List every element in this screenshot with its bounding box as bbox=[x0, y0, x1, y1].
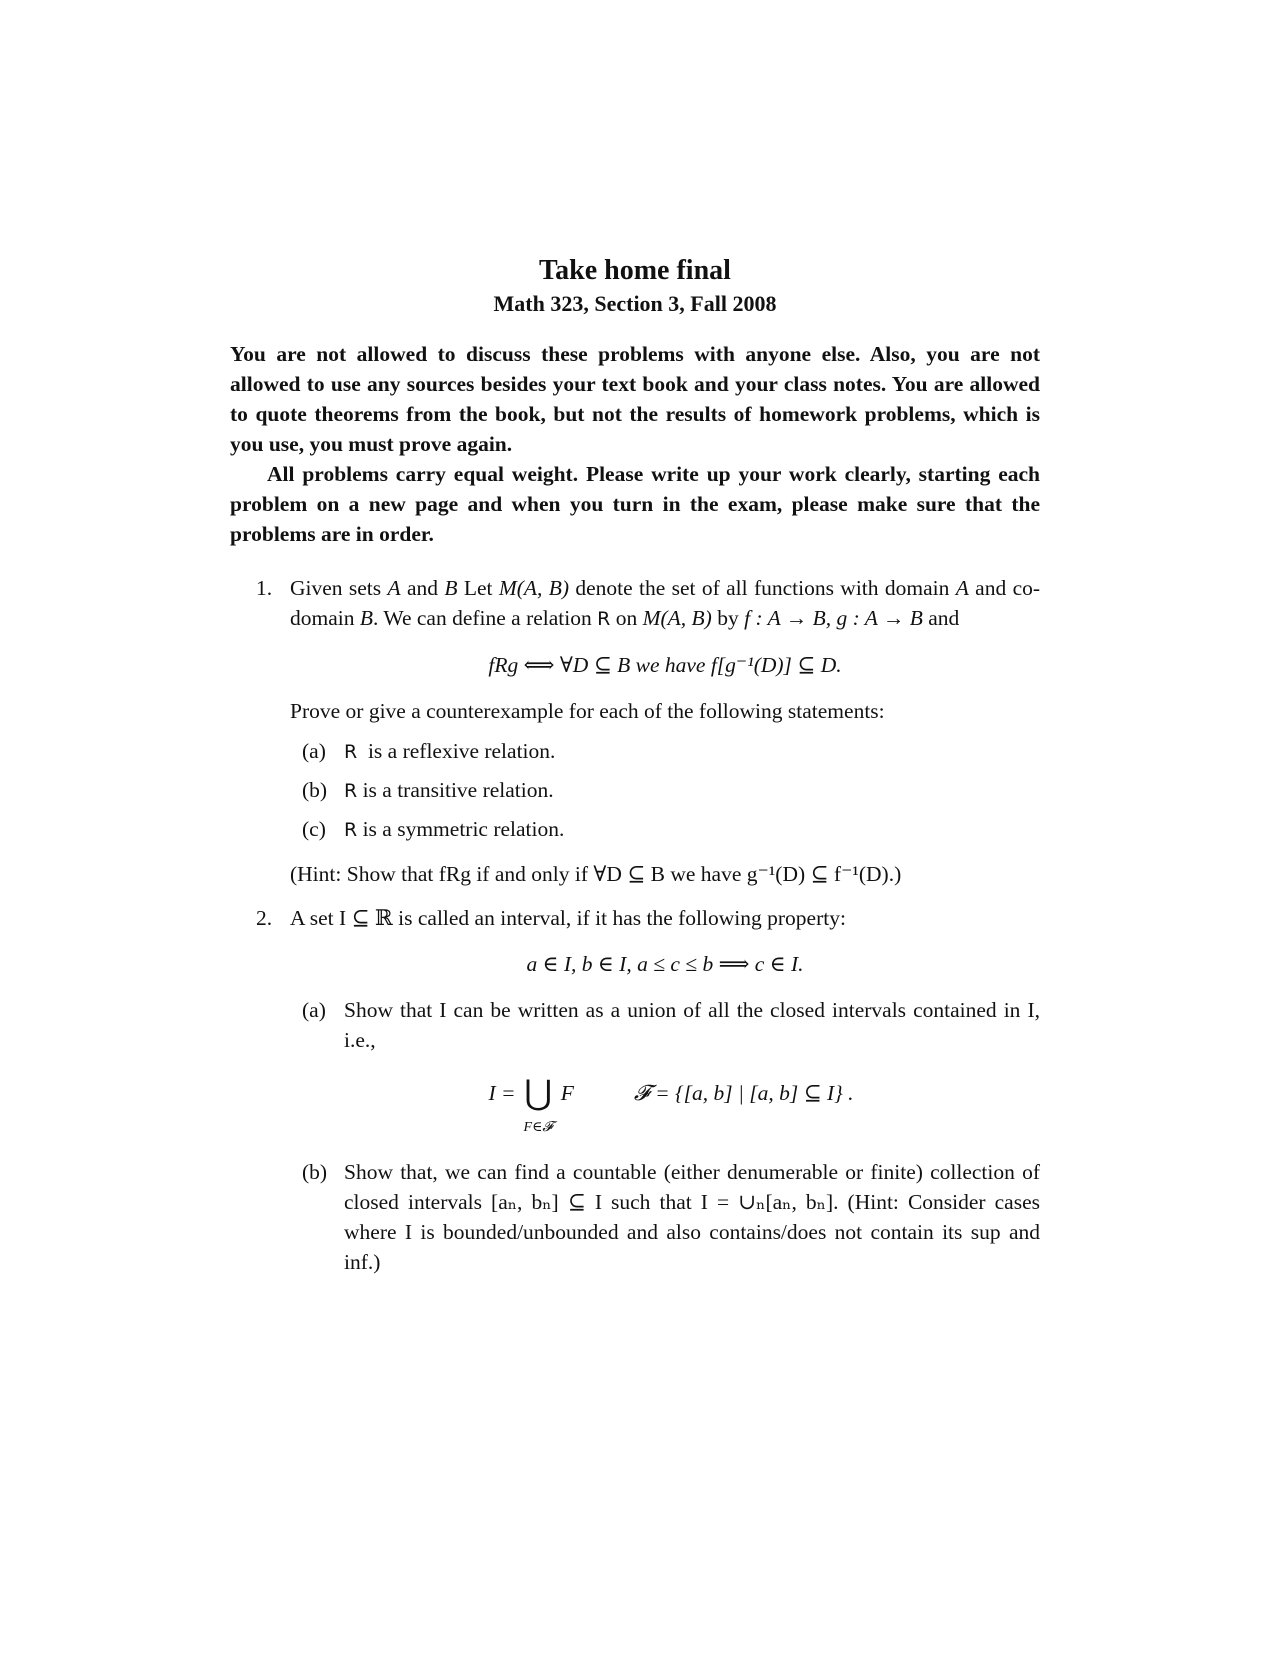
union-formula: I = ⋃ F∈𝓕 F 𝓕 = {[a, b] | [a, b] ⊆ I} . bbox=[488, 1072, 854, 1135]
problem-1-intro: Given sets A and B Let M(A, B) denote the set of all functions with domain A and co-domain B. We can define a relation R on M(A, B) by f : A → B, g : A → B and bbox=[290, 575, 1041, 630]
instructions-paragraph-2: All problems carry equal weight. Please write up your work clearly, starting each problem on a new page and when you turn in the exam, please make sure that the problems are in order. bbox=[230, 461, 1040, 546]
problem-number: 1. bbox=[256, 575, 273, 600]
part-a: (a) R is a reflexive relation. bbox=[302, 738, 556, 763]
part-b: (b) Show that, we can find a countable (either denumerable or finite) collection of closed intervals [aₙ, bₙ] ⊆ I such that I = ∪ₙ[aₙ, bₙ]. (Hint: Consider cases where I is bounded/unbounded and also contains/does not contain its sup and inf.) bbox=[302, 1159, 1040, 1274]
family-definition: 𝓕 = {[a, b] | [a, b] ⊆ I} . bbox=[633, 1080, 854, 1105]
problem-list bbox=[230, 573, 1040, 1277]
part-b: (b) R is a transitive relation. bbox=[302, 777, 554, 802]
problem-number: 2. bbox=[256, 905, 273, 930]
course-subtitle: Math 323, Section 3, Fall 2008 bbox=[493, 291, 777, 317]
page-title: Take home final bbox=[539, 255, 731, 286]
problem-2 bbox=[230, 903, 1040, 1277]
problem-2-parts bbox=[302, 995, 1040, 1277]
interval-property: a ∈ I, b ∈ I, a ≤ c ≤ b ⟹ c ∈ I. bbox=[526, 951, 804, 976]
part-a: (a) Show that I can be written as a union of all the closed intervals contained in I, i.e., bbox=[302, 997, 1040, 1052]
problem-2-intro: A set I ⊆ ℝ is called an interval, if it has the following property: bbox=[290, 905, 846, 930]
page-content bbox=[230, 255, 1040, 1291]
problem-1-parts bbox=[302, 736, 1040, 845]
part-c: (c) R is a symmetric relation. bbox=[302, 816, 565, 841]
problem-1 bbox=[230, 573, 1040, 889]
relation-definition: fRg ⟺ ∀D ⊆ B we have f[g⁻¹(D)] ⊆ D. bbox=[488, 652, 842, 677]
problem-1-hint: (Hint: Show that fRg if and only if ∀D ⊆ B we have g⁻¹(D) ⊆ f⁻¹(D).) bbox=[290, 861, 902, 886]
problem-1-prompt: Prove or give a counterexample for each of the following statements: bbox=[290, 698, 885, 723]
instructions-paragraph-1: You are not allowed to discuss these problems with anyone else. Also, you are not allowed to use any sources besides your text book and your class notes. You are allowed to quote theorems from the book, but not the results of homework problems, which is you use, you must prove again. bbox=[230, 341, 1040, 456]
bigcup-symbol: ⋃ bbox=[524, 1072, 553, 1113]
